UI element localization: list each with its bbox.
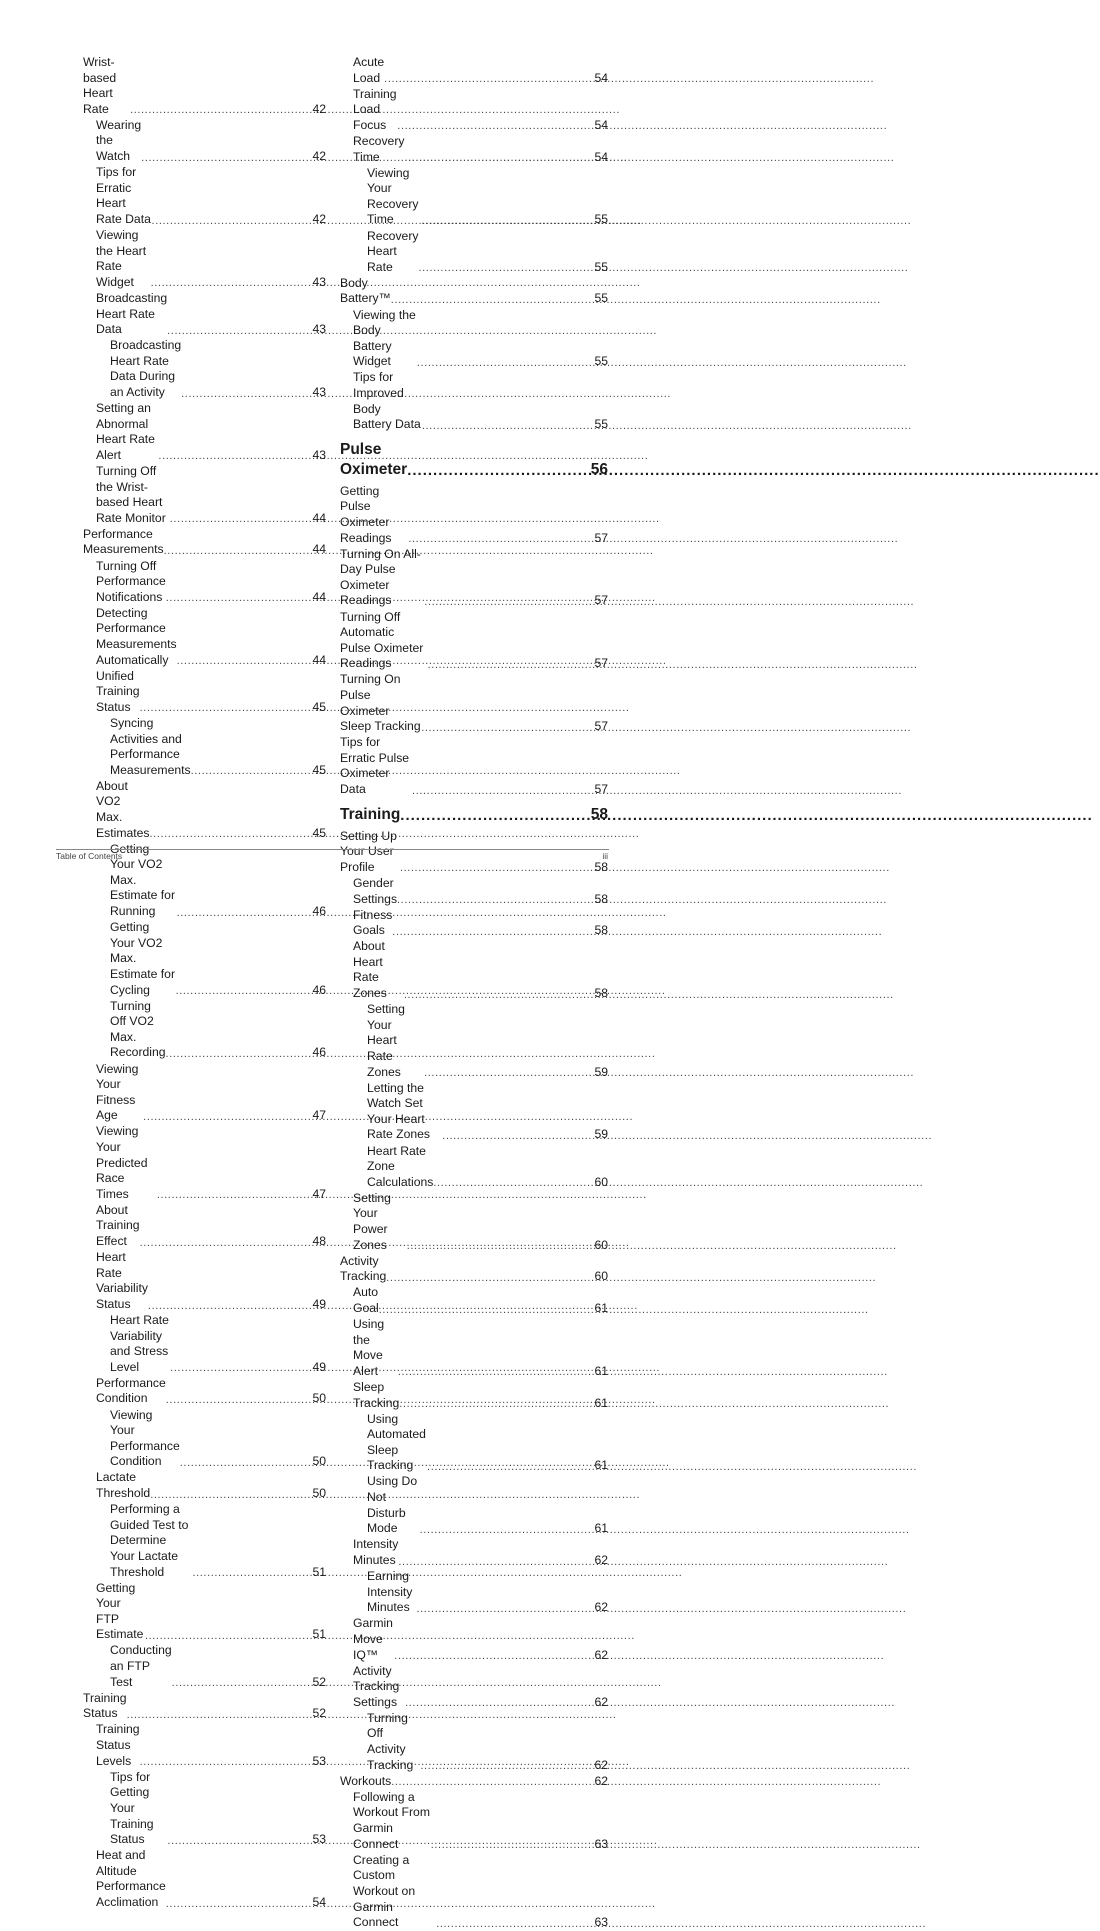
- toc-dot-leader: [399, 1397, 593, 1411]
- toc-entry-title: Recovery Time: [353, 133, 405, 164]
- toc-entry-title: Tips for Erratic Heart Rate Data: [96, 165, 151, 226]
- toc-page-number: 45: [312, 825, 326, 840]
- toc-page-number: 60: [594, 1174, 608, 1189]
- toc-entry-title: Following a Workout From Garmin Connect: [353, 1789, 430, 1851]
- toc-page-number: 61: [594, 1395, 608, 1410]
- toc-page-number: 44: [312, 652, 326, 667]
- toc-entry-title: Broadcasting Heart Rate Data During an Activity: [110, 338, 182, 399]
- toc-entry-title: Gender Settings: [353, 875, 398, 906]
- toc-page-number: 60: [594, 1237, 608, 1252]
- toc-dot-leader: [421, 214, 593, 228]
- toc-dot-leader: [422, 419, 594, 433]
- toc-page-number: 52: [312, 1706, 326, 1721]
- toc-dot-leader: [176, 984, 312, 998]
- toc-page-number: 46: [312, 982, 326, 997]
- toc-entry[interactable]: [340, 610, 608, 672]
- toc-entry-title: Getting Your FTP Estimate: [96, 1580, 144, 1642]
- toc-entry-title: Broadcasting Heart Rate Data: [96, 290, 168, 337]
- toc-dot-leader: [433, 1176, 593, 1190]
- toc-dot-leader: [417, 356, 594, 370]
- toc-dot-leader: [158, 449, 311, 463]
- toc-entry[interactable]: [340, 166, 608, 228]
- toc-dot-leader: [379, 1303, 594, 1317]
- toc-page-number: 62: [594, 1600, 608, 1615]
- toc-entry-title: About VO2 Max. Estimates: [96, 778, 150, 840]
- toc-dot-leader: [400, 861, 594, 875]
- toc-entry[interactable]: [83, 1502, 326, 1580]
- toc-entry-title: Tips for Improved Body Battery Data: [353, 370, 421, 432]
- toc-dot-leader: [424, 595, 593, 609]
- toc-dot-leader: [191, 764, 312, 778]
- footer-page-number: iii: [602, 851, 608, 861]
- toc-entry[interactable]: [340, 1144, 608, 1191]
- toc-dot-leader: [420, 1523, 594, 1537]
- toc-page-number: 57: [594, 593, 608, 608]
- toc-entry[interactable]: [83, 1848, 326, 1910]
- toc-entry-title: Viewing Your Predicted Race Times: [96, 1124, 148, 1201]
- toc-section-heading[interactable]: [340, 440, 608, 480]
- toc-page-number: 62: [594, 1552, 608, 1567]
- toc-page-number: 42: [312, 101, 326, 116]
- toc-entry[interactable]: [83, 228, 326, 290]
- toc-dot-leader: [398, 1555, 593, 1569]
- toc-page-number: 45: [312, 699, 326, 714]
- toc-page-number: 54: [594, 70, 608, 85]
- toc-entry[interactable]: [340, 547, 608, 609]
- toc-dot-leader: [170, 1361, 311, 1375]
- toc-dot-leader: [166, 591, 312, 605]
- toc-entry-title: Using the Move Alert: [353, 1317, 385, 1378]
- toc-entry[interactable]: [83, 1770, 326, 1848]
- toc-entry[interactable]: [340, 1790, 608, 1852]
- toc-entry[interactable]: [340, 1285, 608, 1316]
- toc-entry-title: About Heart Rate Zones: [353, 939, 387, 1001]
- toc-page-number: 48: [312, 1234, 326, 1249]
- toc-page-number: 49: [312, 1296, 326, 1311]
- toc-entry[interactable]: [340, 939, 608, 1001]
- toc-dot-leader: [150, 1488, 311, 1502]
- toc-page-number: 54: [594, 149, 608, 164]
- toc-dot-leader: [391, 293, 594, 307]
- toc-dot-leader: [431, 1838, 594, 1852]
- toc-dot-leader: [177, 906, 312, 920]
- footer-divider: [56, 849, 609, 850]
- toc-entry[interactable]: [340, 735, 608, 797]
- toc-dot-leader: [420, 1759, 593, 1773]
- toc-entry-title: Setting Your Heart Rate Zones: [367, 1002, 405, 1079]
- toc-entry[interactable]: [83, 1722, 326, 1769]
- toc-page-number: 58: [590, 805, 608, 823]
- toc-entry-title: Turning Off VO2 Max. Recording: [110, 998, 166, 1060]
- toc-entry-title: Turning On Pulse Oximeter Sleep Tracking: [340, 672, 421, 734]
- toc-entry[interactable]: [340, 672, 608, 734]
- toc-entry[interactable]: [83, 1203, 326, 1250]
- toc-page-number: 42: [312, 211, 326, 226]
- toc-entry[interactable]: [340, 1664, 608, 1711]
- toc-page-number: 51: [312, 1564, 326, 1579]
- toc-entry[interactable]: [83, 1581, 326, 1643]
- toc-page-number: 57: [594, 782, 608, 797]
- toc-entry-title: Acute Load: [353, 55, 385, 85]
- toc-page-number: 43: [312, 384, 326, 399]
- toc-dot-leader: [166, 1393, 312, 1407]
- toc-dot-leader: [166, 1047, 312, 1061]
- toc-entry[interactable]: [83, 1062, 326, 1124]
- toc-entry[interactable]: [83, 291, 326, 338]
- toc-dot-leader: [394, 1649, 593, 1663]
- toc-entry[interactable]: [340, 1853, 608, 1931]
- toc-entry-title: Syncing Activities and Performance Measurements: [110, 715, 191, 777]
- toc-entry[interactable]: [340, 876, 608, 907]
- toc-entry-title: Training Status: [83, 1690, 127, 1721]
- toc-dot-leader: [170, 512, 312, 526]
- toc-dot-leader: [140, 1236, 312, 1250]
- toc-dot-leader: [397, 893, 593, 907]
- toc-entry-title: Tips for Getting Your Training Status: [110, 1769, 154, 1847]
- toc-dot-leader: [172, 1676, 312, 1690]
- toc-entry-title: Setting Up Your User Profile: [340, 828, 397, 874]
- toc-page-number: 43: [312, 447, 326, 462]
- toc-entry-title: Unified Training Status: [96, 668, 140, 714]
- toc-entry-title: Turning Off Activity Tracking: [367, 1710, 414, 1772]
- toc-page-number: 47: [312, 1108, 326, 1123]
- toc-entry[interactable]: [83, 1376, 326, 1407]
- toc-page-number: 62: [594, 1647, 608, 1662]
- toc-entry-title: Getting Your VO2 Max. Estimate for Running: [110, 841, 176, 919]
- toc-entry-title: Getting Pulse Oximeter Readings: [340, 483, 392, 545]
- toc-page-number: 43: [312, 322, 326, 337]
- toc-page-number: 50: [312, 1391, 326, 1406]
- toc-dot-leader: [428, 658, 594, 672]
- toc-entry[interactable]: [83, 118, 326, 165]
- toc-entry-title: Workouts: [340, 1773, 392, 1788]
- toc-entry[interactable]: [83, 606, 326, 668]
- toc-page-number: 55: [594, 417, 608, 432]
- toc-dot-leader: [141, 151, 311, 165]
- toc-page-number: 44: [312, 542, 326, 557]
- toc-entry-title: Pulse Oximeter: [340, 440, 408, 478]
- toc-entry[interactable]: [340, 1569, 608, 1616]
- toc-dot-leader: [152, 214, 312, 228]
- toc-dot-leader: [412, 784, 593, 798]
- toc-page-number: 61: [594, 1458, 608, 1473]
- toc-entry[interactable]: [83, 999, 326, 1061]
- toc-dot-leader: [384, 72, 593, 86]
- toc-entry[interactable]: [83, 401, 326, 463]
- toc-page-number: 56: [590, 460, 608, 478]
- toc-page-number: 53: [312, 1832, 326, 1847]
- toc-dot-leader: [140, 1755, 312, 1769]
- toc-entry[interactable]: [340, 87, 608, 134]
- toc-entry[interactable]: [340, 370, 608, 432]
- toc-entry-title: Turning Off Performance Notifications: [96, 558, 166, 604]
- toc-dot-leader: [180, 1456, 312, 1470]
- toc-entry-title: Performance Condition: [96, 1375, 166, 1406]
- toc-page-number: 55: [594, 354, 608, 369]
- toc-entry[interactable]: [83, 716, 326, 778]
- toc-entry[interactable]: [83, 1470, 326, 1501]
- toc-dot-leader: [386, 1271, 593, 1285]
- toc-entry[interactable]: [83, 920, 326, 998]
- toc-entry[interactable]: [340, 1774, 608, 1790]
- toc-entry-title: Auto Goal: [353, 1285, 379, 1315]
- toc-dot-leader: [397, 119, 593, 133]
- toc-entry-title: Performing a Guided Test to Determine Your Lactate Threshold: [110, 1502, 189, 1579]
- toc-entry[interactable]: [340, 1474, 608, 1536]
- toc-entry-title: Conducting an FTP Test: [110, 1643, 172, 1689]
- toc-page-number: 59: [594, 1064, 608, 1079]
- toc-entry-title: Heat and Altitude Performance Acclimation: [96, 1848, 166, 1909]
- toc-page-number: 53: [312, 1753, 326, 1768]
- toc-entry[interactable]: [340, 1317, 608, 1379]
- toc-entry-title: Lactate Threshold: [96, 1470, 151, 1501]
- toc-dot-leader: [400, 806, 589, 825]
- toc-entry-title: Sleep Tracking: [353, 1379, 400, 1410]
- toc-entry-title: Letting the Watch Set Your Heart Rate Zones: [367, 1080, 431, 1142]
- toc-entry[interactable]: [83, 338, 326, 400]
- toc-page-number: 57: [594, 719, 608, 734]
- toc-entry-title: Body Battery™: [340, 275, 391, 306]
- toc-dot-leader: [145, 1629, 311, 1643]
- toc-entry[interactable]: [340, 1412, 608, 1474]
- toc-page-number: 63: [594, 1836, 608, 1851]
- toc-page-number: 44: [312, 510, 326, 525]
- toc-entry-title: Heart Rate Zone Calculations: [367, 1143, 434, 1189]
- toc-page-number: 50: [312, 1486, 326, 1501]
- toc-entry-title: Using Automated Sleep Tracking: [367, 1411, 426, 1473]
- toc-page-number: 46: [312, 1045, 326, 1060]
- toc-right-column: [340, 55, 608, 1931]
- toc-entry-title: Earning Intensity Minutes: [367, 1569, 413, 1615]
- toc-dot-leader: [427, 1460, 593, 1474]
- toc-entry[interactable]: [340, 1537, 608, 1568]
- toc-dot-leader: [157, 1188, 312, 1202]
- toc-dot-leader: [177, 654, 312, 668]
- toc-dot-leader: [151, 276, 312, 290]
- toc-page-number: 51: [312, 1627, 326, 1642]
- toc-page-number: 50: [312, 1454, 326, 1469]
- toc-entry-title: Training Status Levels: [96, 1722, 140, 1768]
- toc-dot-leader: [127, 1708, 312, 1722]
- toc-entry-title: Getting Your VO2 Max. Estimate for Cycling: [110, 920, 176, 997]
- toc-entry[interactable]: [83, 464, 326, 526]
- toc-entry-title: Activity Tracking Settings: [353, 1663, 400, 1709]
- toc-entry-title: Setting an Abnormal Heart Rate Alert: [96, 401, 155, 462]
- toc-page-number: 43: [312, 274, 326, 289]
- toc-entry[interactable]: [83, 527, 326, 558]
- toc-dot-leader: [140, 701, 312, 715]
- toc-page-number: 61: [594, 1300, 608, 1315]
- toc-entry[interactable]: [83, 779, 326, 841]
- toc-page-number: 57: [594, 656, 608, 671]
- toc-dot-leader: [424, 1066, 593, 1080]
- toc-entry-title: Detecting Performance Measurements Automatically: [96, 605, 177, 667]
- toc-dot-leader: [404, 988, 594, 1002]
- toc-page-number: 58: [594, 986, 608, 1001]
- toc-entry[interactable]: [83, 1250, 326, 1312]
- toc-dot-leader: [392, 925, 593, 939]
- toc-entry-title: Viewing the Heart Rate Widget: [96, 228, 147, 289]
- toc-entry[interactable]: [340, 229, 608, 276]
- toc-page-number: 58: [594, 891, 608, 906]
- toc-entry[interactable]: [340, 1711, 608, 1773]
- toc-entry[interactable]: [340, 1616, 608, 1663]
- toc-page-number: 55: [594, 212, 608, 227]
- toc-page-number: 58: [594, 923, 608, 938]
- toc-page-number: 62: [594, 1773, 608, 1788]
- toc-entry-title: Viewing Your Fitness Age: [96, 1061, 139, 1123]
- toc-dot-leader: [181, 387, 311, 401]
- toc-entry-title: Recovery Heart Rate: [367, 228, 419, 274]
- toc-page-number: 57: [594, 530, 608, 545]
- toc-entry[interactable]: [340, 908, 608, 939]
- toc-dot-leader: [166, 1897, 312, 1911]
- toc-entry[interactable]: [340, 1254, 608, 1285]
- toc-section-heading[interactable]: [340, 805, 608, 825]
- toc-entry[interactable]: [83, 1643, 326, 1690]
- toc-page-number: 47: [312, 1186, 326, 1201]
- toc-page-number: 45: [312, 762, 326, 777]
- toc-entry-title: Fitness Goals: [353, 907, 393, 938]
- toc-entry-title: Training: [340, 805, 401, 823]
- toc-dot-leader: [167, 1834, 311, 1848]
- toc-page-number: 58: [594, 859, 608, 874]
- toc-entry-title: Using Do Not Disturb Mode: [367, 1474, 418, 1536]
- toc-dot-leader: [143, 1110, 311, 1124]
- toc-dot-leader: [436, 1917, 593, 1931]
- toc-dot-leader: [150, 827, 312, 841]
- toc-dot-leader: [148, 1299, 312, 1313]
- toc-entry[interactable]: [340, 484, 608, 546]
- toc-dot-leader: [418, 261, 593, 275]
- toc-entry-title: Tips for Erratic Pulse Oximeter Data: [340, 735, 410, 797]
- toc-page-number: 55: [594, 259, 608, 274]
- toc-entry[interactable]: [340, 1081, 608, 1143]
- toc-entry-title: Creating a Custom Workout on Garmin Connect: [353, 1852, 416, 1930]
- toc-entry[interactable]: [340, 276, 608, 307]
- toc-entry-title: Viewing Your Recovery Time: [367, 165, 419, 227]
- toc-entry-title: Performance Measurements: [83, 526, 164, 557]
- toc-entry[interactable]: [83, 55, 326, 117]
- footer-section-label: Table of Contents: [56, 851, 123, 861]
- toc-page-number: 42: [312, 149, 326, 164]
- toc-entry[interactable]: [83, 1313, 326, 1375]
- toc-entry[interactable]: [340, 134, 608, 165]
- toc-page-number: 46: [312, 904, 326, 919]
- toc-entry-title: Garmin Move IQ™: [353, 1616, 393, 1662]
- toc-dot-leader: [407, 1239, 594, 1253]
- toc-page-number: 44: [312, 589, 326, 604]
- toc-page-number: 54: [312, 1894, 326, 1909]
- toc-dot-leader: [398, 1365, 594, 1379]
- toc-dot-leader: [442, 1129, 593, 1143]
- toc-page-number: 52: [312, 1674, 326, 1689]
- toc-entry[interactable]: [83, 1408, 326, 1470]
- toc-page-number: 59: [594, 1127, 608, 1142]
- toc-page-number: 49: [312, 1359, 326, 1374]
- toc-entry-title: Activity Tracking: [340, 1253, 387, 1284]
- toc-dot-leader: [421, 721, 593, 735]
- toc-entry-title: Setting Your Power Zones: [353, 1190, 391, 1252]
- toc-page-number: 62: [594, 1757, 608, 1772]
- toc-entry-title: Heart Rate Variability and Stress Level: [110, 1313, 169, 1374]
- toc-entry-title: Heart Rate Variability Status: [96, 1250, 148, 1311]
- toc-entry-title: About Training Effect: [96, 1202, 140, 1249]
- toc-entry[interactable]: [340, 1380, 608, 1411]
- toc-page-number: 62: [594, 1694, 608, 1709]
- toc-entry-title: Intensity Minutes: [353, 1537, 399, 1567]
- toc-page-number: 61: [594, 1363, 608, 1378]
- toc-dot-leader: [130, 103, 311, 117]
- toc-entry[interactable]: [340, 308, 608, 370]
- toc-entry-title: Viewing the Body Battery Widget: [353, 307, 416, 369]
- toc-dot-leader: [404, 151, 593, 165]
- toc-dot-leader: [407, 461, 590, 480]
- toc-page-number: 60: [594, 1269, 608, 1284]
- toc-dot-leader: [416, 1602, 593, 1616]
- toc-page-number: 54: [594, 117, 608, 132]
- toc-entry-title: Wrist-based Heart Rate: [83, 55, 117, 116]
- toc-entry[interactable]: [83, 559, 326, 606]
- toc-dot-leader: [192, 1566, 311, 1580]
- toc-entry[interactable]: [83, 669, 326, 716]
- toc-page-number: 61: [594, 1521, 608, 1536]
- toc-dot-leader: [391, 1775, 593, 1789]
- toc-entry-title: Wearing the Watch: [96, 117, 142, 164]
- toc-dot-leader: [167, 324, 311, 338]
- toc-entry-title: Turning On All-Day Pulse Oximeter Readings: [340, 546, 421, 608]
- toc-entry[interactable]: [340, 1002, 608, 1080]
- toc-entry-title: Viewing Your Performance Condition: [110, 1407, 180, 1469]
- toc-entry[interactable]: [83, 165, 326, 227]
- toc-entry[interactable]: [83, 1691, 326, 1722]
- toc-entry-title: Training Load Focus: [353, 86, 397, 132]
- toc-left-column: [83, 55, 326, 1911]
- toc-entry[interactable]: [340, 829, 608, 876]
- toc-page-number: 55: [594, 291, 608, 306]
- toc-dot-leader: [164, 544, 312, 558]
- toc-dot-leader: [408, 532, 593, 546]
- toc-page-number: 63: [594, 1915, 608, 1930]
- toc-entry-title: Turning Off the Wrist-based Heart Rate Monitor: [96, 463, 166, 525]
- toc-entry-title: Turning Off Automatic Pulse Oximeter Readings: [340, 609, 424, 671]
- toc-dot-leader: [405, 1696, 593, 1710]
- toc-entry[interactable]: [83, 1124, 326, 1202]
- toc-entry[interactable]: [340, 1191, 608, 1253]
- toc-entry[interactable]: [340, 55, 608, 86]
